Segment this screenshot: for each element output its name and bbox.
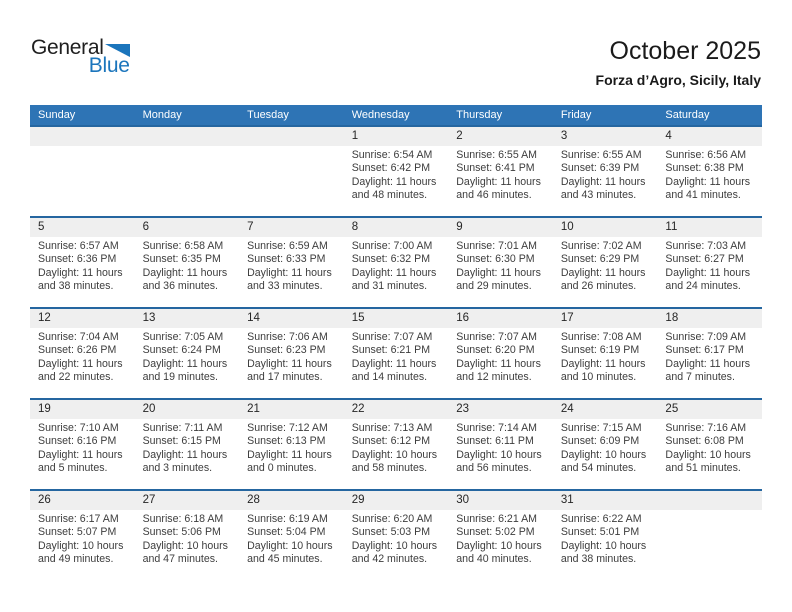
week-row-5 [30,489,762,580]
daylight-text-line1: Daylight: 11 hours [247,266,332,279]
daylight-text-line1: Daylight: 11 hours [247,357,332,370]
day-number: 8 [351,221,359,233]
sunrise-text: Sunrise: 7:07 AM [351,331,433,343]
daylight-text-line1: Daylight: 11 hours [665,266,751,279]
daylight-text-line1: Daylight: 11 hours [351,175,437,188]
sunrise-text: Sunrise: 7:11 AM [142,422,223,434]
daylight-text-line2: and 56 minutes. [456,462,532,475]
sunrise-text: Sunrise: 7:14 AM [456,422,537,434]
day-number: 23 [456,403,470,415]
daylight-text-line1: Daylight: 10 hours [560,539,647,552]
day-cell-empty [30,146,135,203]
day-number-empty [239,127,344,146]
weekday-header-monday: Monday [142,109,182,121]
sunrise-text: Sunrise: 6:58 AM [142,240,224,252]
day-number: 7 [247,221,254,233]
daylight-text-line2: and 48 minutes. [351,189,428,202]
daylight-text-line2: and 24 minutes. [665,280,741,293]
daylight-text-line1: Daylight: 11 hours [351,266,437,279]
sunrise-text: Sunrise: 6:55 AM [560,149,642,161]
day-cell [553,328,658,385]
sunset-text: Sunset: 6:41 PM [456,162,535,175]
daylight-text-line2: and 10 minutes. [560,371,637,384]
daylight-text-line1: Daylight: 10 hours [247,539,333,552]
sunset-text: Sunset: 6:11 PM [456,435,534,448]
sunrise-text: Sunrise: 6:20 AM [351,513,433,525]
day-number: 20 [142,403,156,415]
sunrise-text: Sunrise: 6:21 AM [456,513,537,525]
daylight-text-line1: Daylight: 11 hours [142,357,228,370]
day-number: 26 [38,494,51,506]
sunset-text: Sunset: 5:02 PM [456,526,535,539]
page-subtitle: Forza d’Agro, Sicily, Italy [595,71,761,88]
day-cell [344,237,449,294]
day-cell [448,419,553,476]
daylight-text-line1: Daylight: 11 hours [351,357,437,370]
day-number: 30 [456,494,470,506]
day-number: 29 [351,494,365,506]
day-number: 5 [38,221,45,233]
day-cell [30,419,135,476]
sunrise-text: Sunrise: 7:06 AM [247,331,328,343]
daylight-text-line2: and 31 minutes. [351,280,428,293]
daylight-text-line2: and 43 minutes. [560,189,637,202]
daylight-text-line2: and 12 minutes. [456,371,532,384]
daylight-text-line1: Daylight: 11 hours [665,175,751,188]
sunset-text: Sunset: 6:33 PM [247,253,326,266]
daylight-text-line2: and 19 minutes. [142,371,218,384]
sunrise-text: Sunrise: 6:57 AM [38,240,119,252]
day-content-row [30,237,762,294]
daylight-text-line2: and 51 minutes. [665,462,741,475]
daylight-text-line2: and 5 minutes. [38,462,108,475]
daylight-text-line2: and 22 minutes. [38,371,114,384]
sunrise-text: Sunrise: 7:00 AM [351,240,433,252]
day-number-empty [30,127,135,146]
sunrise-text: Sunrise: 7:16 AM [665,422,747,434]
sunset-text: Sunset: 6:26 PM [38,344,117,357]
daylight-text-line1: Daylight: 11 hours [38,448,123,461]
sunset-text: Sunset: 6:20 PM [456,344,535,357]
sunset-text: Sunset: 5:07 PM [38,526,117,539]
day-content-row [30,419,762,476]
sunrise-text: Sunrise: 7:04 AM [38,331,119,343]
sunset-text: Sunset: 5:03 PM [351,526,431,539]
day-cell [553,146,658,203]
day-number: 19 [38,403,51,415]
day-cell [30,237,135,294]
daylight-text-line2: and 7 minutes. [665,371,735,384]
sunrise-text: Sunrise: 7:02 AM [560,240,642,252]
day-number: 31 [560,494,574,506]
sunrise-text: Sunrise: 6:18 AM [142,513,224,525]
page-title: October 2025 [609,37,761,65]
sunset-text: Sunset: 5:01 PM [560,526,640,539]
sunset-text: Sunset: 6:35 PM [142,253,221,266]
daylight-text-line2: and 3 minutes. [142,462,213,475]
day-number: 11 [665,221,678,233]
sunset-text: Sunset: 6:30 PM [456,253,535,266]
day-number-band [30,218,762,237]
day-number: 16 [456,312,470,324]
day-number: 24 [560,403,574,415]
day-cell [448,146,553,203]
daylight-text-line1: Daylight: 10 hours [142,539,228,552]
daylight-text-line2: and 58 minutes. [351,462,428,475]
sunrise-text: Sunrise: 7:03 AM [665,240,747,252]
day-cell [135,328,240,385]
day-number-band [30,491,762,510]
daylight-text-line2: and 42 minutes. [351,553,428,566]
weekday-header-row [30,105,762,125]
day-number: 3 [560,130,568,142]
daylight-text-line1: Daylight: 11 hours [38,266,123,279]
sunset-text: Sunset: 5:04 PM [247,526,326,539]
daylight-text-line1: Daylight: 11 hours [142,448,228,461]
logo-general-text: General [31,36,104,59]
day-content-row [30,328,762,385]
day-cell [344,419,449,476]
day-number-band [30,127,762,146]
general-blue-logo [31,37,130,76]
day-cell [553,237,658,294]
day-number: 14 [247,312,260,324]
week-row-2 [30,216,762,307]
daylight-text-line2: and 40 minutes. [456,553,532,566]
daylight-text-line2: and 17 minutes. [247,371,323,384]
day-number: 22 [351,403,365,415]
sunset-text: Sunset: 6:42 PM [351,162,431,175]
daylight-text-line1: Daylight: 11 hours [456,357,541,370]
sunrise-text: Sunrise: 7:01 AM [456,240,537,252]
daylight-text-line2: and 38 minutes. [560,553,637,566]
day-number: 6 [142,221,149,233]
sunset-text: Sunset: 6:27 PM [665,253,744,266]
logo-blue-text: Blue [88,54,130,77]
day-cell [448,328,553,385]
day-cell [344,328,449,385]
day-number: 13 [142,312,156,324]
day-cell [448,237,553,294]
daylight-text-line1: Daylight: 11 hours [560,357,646,370]
sunset-text: Sunset: 6:17 PM [665,344,744,357]
day-cell [30,328,135,385]
week-row-4 [30,398,762,489]
sunrise-text: Sunrise: 7:13 AM [351,422,433,434]
sunset-text: Sunset: 6:23 PM [247,344,326,357]
daylight-text-line1: Daylight: 11 hours [456,175,541,188]
daylight-text-line1: Daylight: 10 hours [456,539,542,552]
weekday-header-tuesday: Tuesday [247,109,289,121]
sunset-text: Sunset: 6:12 PM [351,435,431,448]
day-number: 18 [665,312,679,324]
daylight-text-line2: and 47 minutes. [142,553,218,566]
sunset-text: Sunset: 6:09 PM [560,435,640,448]
sunset-text: Sunset: 6:29 PM [560,253,640,266]
sunset-text: Sunset: 6:19 PM [560,344,640,357]
day-number: 27 [142,494,156,506]
daylight-text-line2: and 29 minutes. [456,280,532,293]
week-row-1 [30,125,762,216]
weekday-header-saturday: Saturday [665,109,710,121]
sunrise-text: Sunrise: 7:15 AM [560,422,642,434]
daylight-text-line1: Daylight: 11 hours [560,175,646,188]
daylight-text-line2: and 36 minutes. [142,280,218,293]
day-number: 9 [456,221,463,233]
day-cell [657,237,762,294]
sunset-text: Sunset: 6:13 PM [247,435,326,448]
day-cell [239,237,344,294]
sunrise-text: Sunrise: 6:54 AM [351,149,433,161]
sunset-text: Sunset: 6:38 PM [665,162,744,175]
day-cell [657,328,762,385]
day-number: 15 [351,312,365,324]
daylight-text-line2: and 26 minutes. [560,280,637,293]
day-content-row [30,510,762,567]
day-number: 4 [665,130,672,142]
sunrise-text: Sunrise: 7:08 AM [560,331,642,343]
sunset-text: Sunset: 6:36 PM [38,253,117,266]
day-cell-empty [239,146,344,203]
weekday-header-sunday: Sunday [38,109,76,121]
week-row-3 [30,307,762,398]
sunrise-text: Sunrise: 7:05 AM [142,331,224,343]
sunrise-text: Sunrise: 6:19 AM [247,513,328,525]
day-number-band [30,309,762,328]
day-cell [553,510,658,567]
title-block [596,38,761,88]
daylight-text-line1: Daylight: 10 hours [351,539,438,552]
daylight-text-line2: and 46 minutes. [456,189,532,202]
daylight-text-line1: Daylight: 11 hours [247,448,332,461]
daylight-text-line1: Daylight: 10 hours [665,448,751,461]
sunrise-text: Sunrise: 7:10 AM [38,422,119,434]
day-number: 25 [665,403,679,415]
day-number-empty [657,491,762,510]
sunset-text: Sunset: 6:24 PM [142,344,221,357]
sunrise-text: Sunrise: 7:07 AM [456,331,537,343]
sunrise-text: Sunrise: 6:59 AM [247,240,328,252]
sunrise-text: Sunrise: 6:56 AM [665,149,747,161]
day-cell [239,510,344,567]
daylight-text-line2: and 14 minutes. [351,371,428,384]
day-number-band [30,400,762,419]
day-cell [657,419,762,476]
sunrise-text: Sunrise: 6:55 AM [456,149,537,161]
day-cell [135,237,240,294]
sunrise-text: Sunrise: 7:12 AM [247,422,328,434]
daylight-text-line1: Daylight: 11 hours [665,357,751,370]
daylight-text-line1: Daylight: 10 hours [38,539,124,552]
day-cell [135,510,240,567]
day-number: 17 [560,312,574,324]
day-cell [344,146,449,203]
weekday-header-friday: Friday [560,109,592,121]
sunset-text: Sunset: 6:39 PM [560,162,640,175]
daylight-text-line1: Daylight: 11 hours [456,266,541,279]
daylight-text-line1: Daylight: 10 hours [456,448,542,461]
day-cell [239,419,344,476]
day-number: 12 [38,312,51,324]
day-cell [657,146,762,203]
sunset-text: Sunset: 6:08 PM [665,435,744,448]
daylight-text-line2: and 33 minutes. [247,280,323,293]
calendar-table [30,105,762,580]
day-cell [448,510,553,567]
sunrise-text: Sunrise: 6:17 AM [38,513,119,525]
weekday-header-thursday: Thursday [456,109,503,121]
daylight-text-line2: and 54 minutes. [560,462,637,475]
sunset-text: Sunset: 5:06 PM [142,526,221,539]
day-number-empty [135,127,240,146]
sunrise-text: Sunrise: 7:09 AM [665,331,747,343]
daylight-text-line2: and 38 minutes. [38,280,114,293]
daylight-text-line1: Daylight: 11 hours [38,357,123,370]
sunrise-text: Sunrise: 6:22 AM [560,513,642,525]
day-number: 21 [247,403,260,415]
daylight-text-line1: Daylight: 11 hours [560,266,646,279]
daylight-text-line2: and 49 minutes. [38,553,114,566]
sunset-text: Sunset: 6:15 PM [142,435,221,448]
daylight-text-line1: Daylight: 11 hours [142,266,228,279]
day-cell-empty [657,510,762,567]
day-cell [344,510,449,567]
sunset-text: Sunset: 6:21 PM [351,344,431,357]
daylight-text-line1: Daylight: 10 hours [560,448,647,461]
day-number: 1 [351,130,359,142]
sunset-text: Sunset: 6:32 PM [351,253,431,266]
daylight-text-line2: and 41 minutes. [665,189,741,202]
weekday-header-wednesday: Wednesday [351,109,410,121]
daylight-text-line1: Daylight: 10 hours [351,448,438,461]
day-cell-empty [135,146,240,203]
day-cell [239,328,344,385]
day-number: 2 [456,130,463,142]
sunset-text: Sunset: 6:16 PM [38,435,117,448]
day-content-row [30,146,762,203]
daylight-text-line2: and 0 minutes. [247,462,317,475]
day-cell [135,419,240,476]
daylight-text-line2: and 45 minutes. [247,553,323,566]
day-number: 10 [560,221,574,233]
day-cell [553,419,658,476]
day-number: 28 [247,494,260,506]
day-cell [30,510,135,567]
